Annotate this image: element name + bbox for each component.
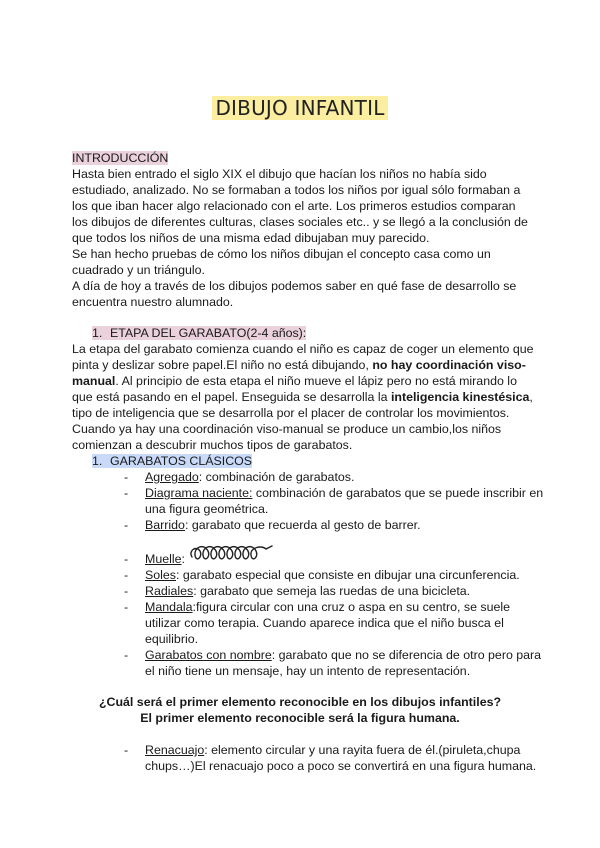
list-item: - Mandala:figura circular con una cruz o aspa en su centro, se suele utilizar como terapia. Cuando aparece indica que el niño busca el equilibrio. — [124, 600, 511, 646]
intro-section — [72, 150, 534, 310]
section1-body — [72, 341, 534, 453]
section1-heading — [92, 326, 306, 340]
list-item: - Diagrama naciente: combinación de garabatos que se puede inscribir en una figura geométrica. — [124, 486, 544, 516]
section1-text-1: La etapa del garabato comienza cuando el niño es capaz de coger un elemento que pinta y deslizar sobre papel.El niño no está dibujando, — [72, 342, 534, 372]
intro-paragraph-1: Hasta bien entrado el siglo XIX el dibujo que hacían los niños no había sido estudiado, analizado. No se formaban a todos los niños por igual sólo formaban a los que iban hacer algo relacionado con el arte. Los primeros estudios comparan los dibujos de diferentes culturas, clases sociales etc.. y se llegó a la conclusión de que todos los niños de una misma edad dibujaban muy parecido. — [72, 167, 528, 245]
section1-text-3: , tipo de inteligencia que se desarrolla por el placer de controlar los movimientos. Cuando ya hay una coordinación viso-manual se produce un cambio,los niños comienzan a descubrir muchos tipos de garabatos. — [72, 390, 533, 452]
section2-number: 1. — [92, 454, 103, 468]
section2-heading — [92, 454, 252, 468]
section2-heading-wrap — [92, 453, 252, 469]
list-item: - Garabatos con nombre: garabato que no se diferencia de otro pero para el niño tiene un mensaje, hay un intento de representación. — [124, 648, 542, 678]
renacuajo-text: : elemento circular y una rayita fuera de él.(piruleta,chupa chups…)El renacuajo poco a poco se convertirá en una figura humana. — [145, 743, 537, 773]
question: ¿Cuál será el primer elemento reconocible en los dibujos infantiles? — [98, 695, 502, 709]
section1-number: 1. — [92, 326, 103, 340]
renacuajo-list — [124, 742, 544, 774]
list-item: - Muelle: — [124, 543, 544, 567]
intro-paragraph-2: Se han hecho pruebas de cómo los niños dibujan el concepto casa como un cuadrado y un triángulo. — [72, 247, 491, 277]
section1-bold-2: inteligencia kinestésica — [390, 390, 530, 404]
list-item: - Agregado: combinación de garabatos. — [124, 470, 355, 484]
page-title: DIBUJO INFANTIL — [212, 96, 387, 120]
section2-heading-text: GARABATOS CLÁSICOS — [110, 454, 253, 468]
list-item: - Soles: garabato especial que consiste en dibujar una circunferencia. — [124, 568, 520, 582]
section1-heading-wrap — [92, 325, 306, 341]
section1-text-2: . Al principio de esta etapa el niño mueve el lápiz pero no está mirando lo que está pasando en el papel. Enseguida se desarrolla la — [72, 374, 517, 404]
list-item: - Renacuajo: elemento circular y una rayita fuera de él.(piruleta,chupa chups…)El renacuajo poco a poco se convertirá en una figura humana. — [124, 743, 537, 773]
list-item: - Barrido: garabato que recuerda al gesto de barrer. — [124, 518, 421, 532]
intro-heading: INTRODUCCIÓN — [72, 151, 169, 165]
answer: El primer elemento reconocible será la figura humana. — [140, 711, 460, 725]
spring-scribble-icon — [186, 541, 286, 567]
page-title-wrap — [0, 96, 600, 120]
intro-paragraph-3: A día de hoy a través de los dibujos podemos saber en qué fase de desarrollo se encuentra nuestro alumnado. — [72, 279, 517, 309]
section1-heading-text: ETAPA DEL GARABATO(2-4 años): — [110, 326, 307, 340]
garabatos-list — [124, 469, 544, 679]
section1-bold-1: no hay coordinación viso-manual — [72, 358, 526, 388]
list-item: - Radiales: garabato que semeja las ruedas de una bicicleta. — [124, 584, 471, 598]
renacuajo-term: Renacuajo — [145, 743, 205, 757]
